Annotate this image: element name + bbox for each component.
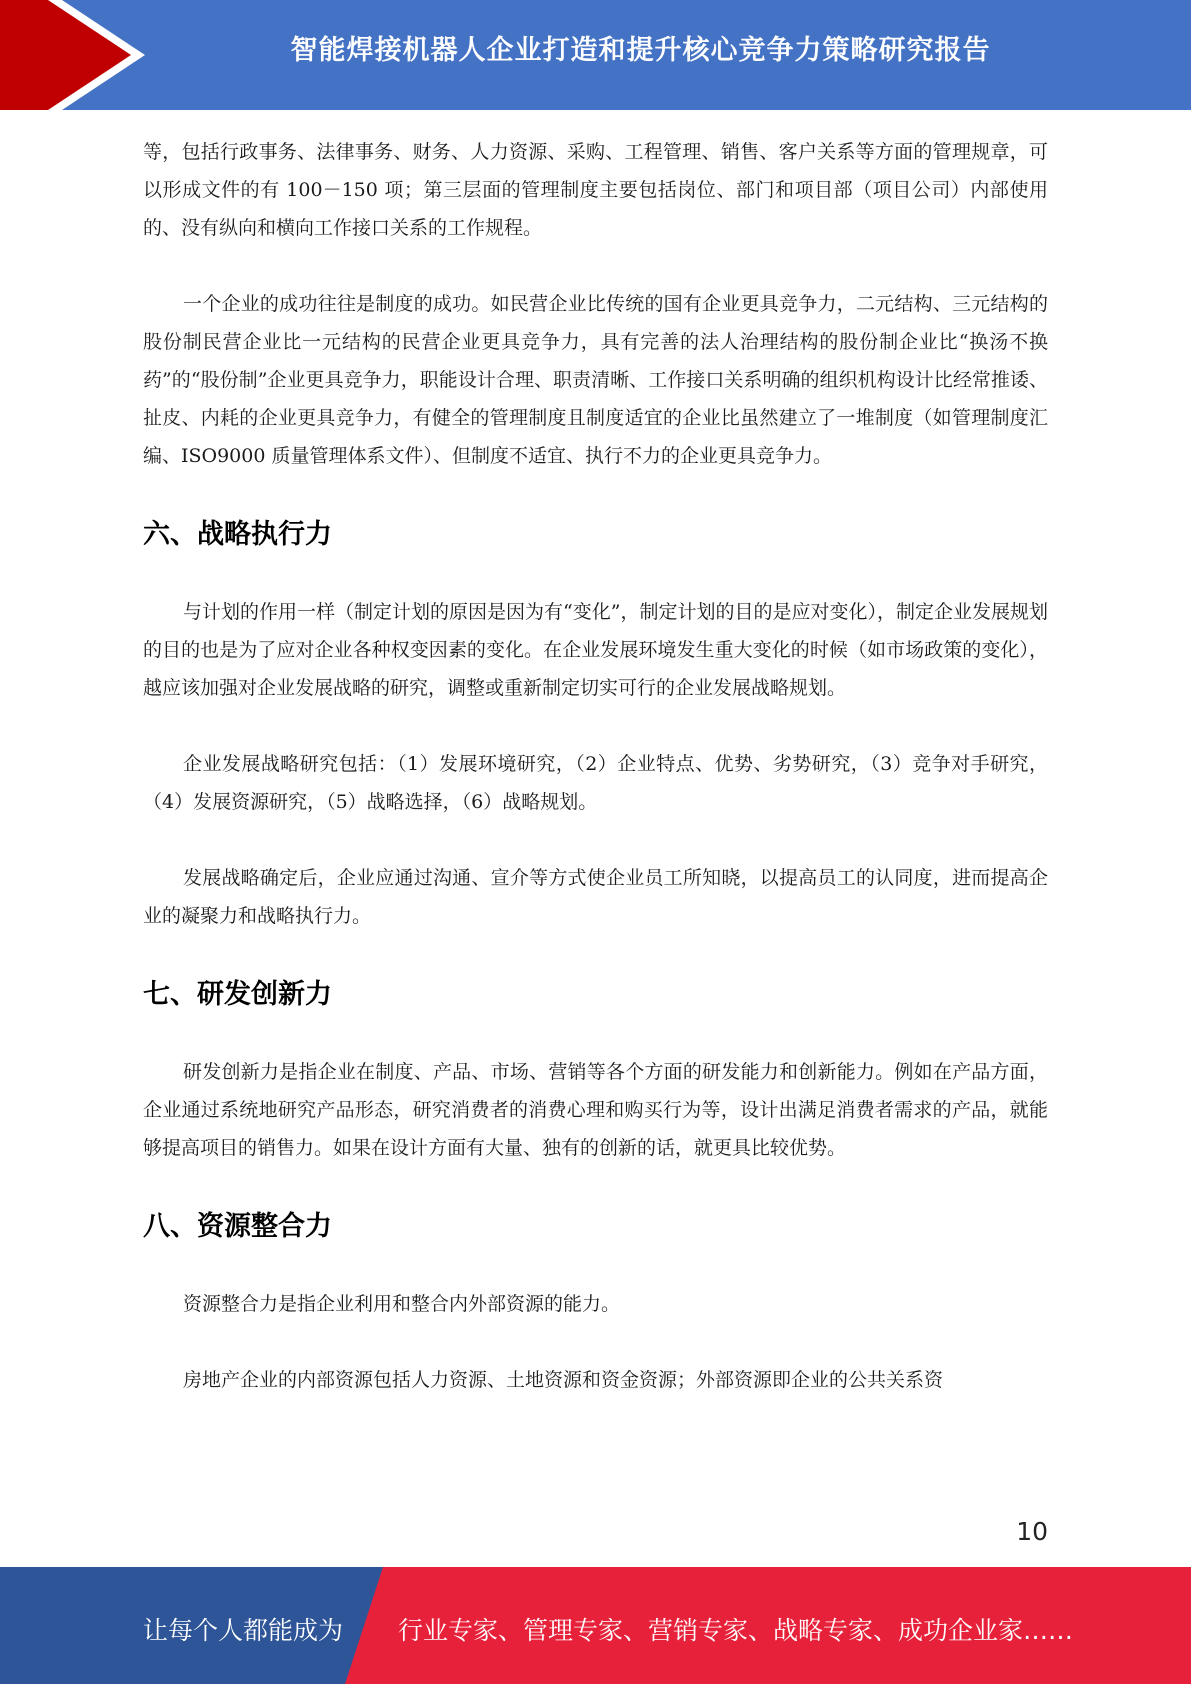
page-header (0, 0, 1191, 110)
footer-slogan-right: 行业专家、管理专家、营销专家、战略专家、成功企业家…… (398, 1616, 1074, 1645)
paragraph: 房地产企业的内部资源包括人力资源、土地资源和资金资源；外部资源即企业的公共关系资 (183, 1369, 944, 1391)
paragraph: 与计划的作用一样（制定计划的原因是因为有“变化”，制定计划的目的是应对变化），制定企业发展规划的目的也是为了应对企业各种权变因素的变化。在企业发展环境发生重大变化的时候（如市场政策的变化），越应该加强对企业发展战略的研究，调整或重新制定切实可行的企业发展战略规划。 (143, 601, 1048, 699)
footer-slogan-left: 让每个人都能成为 (143, 1616, 344, 1645)
paragraph: 资源整合力是指企业利用和整合内外部资源的能力。 (183, 1293, 621, 1315)
section-heading-7: 七、研发创新力 (143, 979, 332, 1010)
paragraph: 企业发展战略研究包括：（1）发展环境研究，（2）企业特点、优势、劣势研究，（3）竞争对手研究，（4）发展资源研究，（5）战略选择，（6）战略规划。 (143, 753, 1048, 813)
document-title: 智能焊接机器人企业打造和提升核心竞争力策略研究报告 (290, 35, 991, 66)
page-number: 10 (1016, 1517, 1048, 1546)
paragraph: 发展战略确定后，企业应通过沟通、宣介等方式使企业员工所知晓，以提高员工的认同度，进而提高企业的凝聚力和战略执行力。 (143, 867, 1048, 927)
paragraph: 一个企业的成功往往是制度的成功。如民营企业比传统的国有企业更具竞争力，二元结构、三元结构的股份制民营企业比一元结构的民营企业更具竞争力，具有完善的法人治理结构的股份制企业比“换汤不换药”的“股份制”企业更具竞争力，职能设计合理、职责清晰、工作接口关系明确的组织机构设计比经常推诿、扯皮、内耗的企业更具竞争力，有健全的管理制度且制度适宜的企业比虽然建立了一堆制度（如管理制度汇编、ISO9000 质量管理体系文件）、但制度不适宜、执行不力的企业更具竞争力。 (143, 293, 1048, 467)
section-heading-6: 六、战略执行力 (143, 519, 332, 550)
section-heading-8: 八、资源整合力 (143, 1211, 332, 1242)
paragraph: 研发创新力是指企业在制度、产品、市场、营销等各个方面的研发能力和创新能力。例如在产品方面，企业通过系统地研究产品形态，研究消费者的消费心理和购买行为等，设计出满足消费者需求的产品，就能够提高项目的销售力。如果在设计方面有大量、独有的创新的话，就更具比较优势。 (143, 1061, 1048, 1159)
paragraph: 等，包括行政事务、法律事务、财务、人力资源、采购、工程管理、销售、客户关系等方面的管理规章，可以形成文件的有 100－150 项；第三层面的管理制度主要包括岗位、部门和项目部（项目公司）内部使用的、没有纵向和横向工作接口关系的工作规程。 (143, 141, 1048, 239)
page-footer (0, 1567, 1191, 1684)
page-content (143, 133, 1048, 1399)
